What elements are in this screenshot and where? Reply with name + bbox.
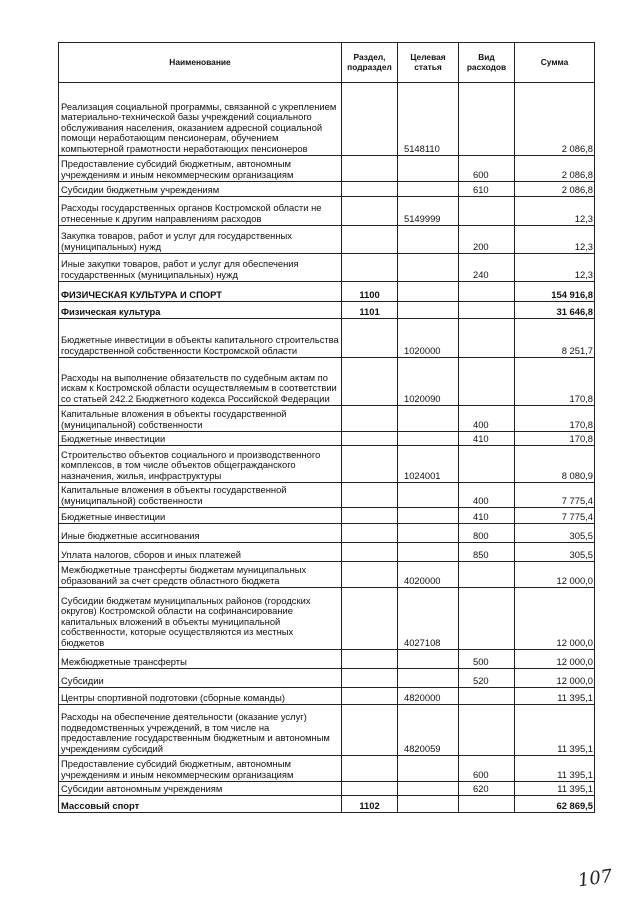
table-row <box>59 182 595 197</box>
header-target: Целевая статья <box>398 43 459 83</box>
row-section <box>342 254 398 282</box>
table-row-subsection <box>59 302 595 319</box>
row-sum: 12 000,0 <box>515 650 595 669</box>
row-sum: 12,3 <box>515 197 595 226</box>
row-target: 4027108 <box>398 588 459 650</box>
header-row <box>59 43 595 83</box>
row-type: 600 <box>459 756 515 782</box>
row-sum: 7 775,4 <box>515 483 595 508</box>
row-type: 620 <box>459 782 515 796</box>
row-name: Капитальные вложения в объекты государственной (муниципальной) собственности <box>59 483 342 508</box>
table-row <box>59 782 595 796</box>
row-target <box>398 543 459 562</box>
row-name: Предоставление субсидий бюджетным, автономным учреждениям и иным некоммерческим организациям <box>59 156 342 182</box>
row-section <box>342 226 398 254</box>
row-sum: 170,8 <box>515 432 595 446</box>
row-name: Центры спортивной подготовки (сборные команды) <box>59 688 342 705</box>
row-type: 610 <box>459 182 515 197</box>
row-target <box>398 796 459 813</box>
row-sum: 12 000,0 <box>515 588 595 650</box>
row-type: 200 <box>459 226 515 254</box>
table-row <box>59 83 595 156</box>
table-row <box>59 756 595 782</box>
row-section <box>342 156 398 182</box>
table-row-subsection <box>59 796 595 813</box>
row-section <box>342 562 398 588</box>
row-type <box>459 197 515 226</box>
table-row <box>59 524 595 543</box>
table-row <box>59 197 595 226</box>
row-target <box>398 483 459 508</box>
row-sum: 170,8 <box>515 358 595 406</box>
table-row <box>59 543 595 562</box>
row-sum: 12 000,0 <box>515 669 595 688</box>
row-name: Закупка товаров, работ и услуг для государственных (муниципальных) нужд <box>59 226 342 254</box>
table-row <box>59 705 595 756</box>
row-sum: 12,3 <box>515 254 595 282</box>
table-row <box>59 562 595 588</box>
row-name: Иные бюджетные ассигнования <box>59 524 342 543</box>
row-type: 520 <box>459 669 515 688</box>
row-section <box>342 432 398 446</box>
row-sum: 2 086,8 <box>515 182 595 197</box>
row-target <box>398 226 459 254</box>
row-sum: 8 080,9 <box>515 446 595 483</box>
table-row <box>59 358 595 406</box>
row-target: 4020000 <box>398 562 459 588</box>
row-target <box>398 669 459 688</box>
row-type <box>459 282 515 302</box>
row-type: 410 <box>459 508 515 524</box>
header-type: Вид расходов <box>459 43 515 83</box>
row-name: Иные закупки товаров, работ и услуг для обеспечения государственных (муниципальных) нужд <box>59 254 342 282</box>
row-target <box>398 282 459 302</box>
row-type: 240 <box>459 254 515 282</box>
row-sum: 11 395,1 <box>515 705 595 756</box>
row-section: 1101 <box>342 302 398 319</box>
row-target <box>398 156 459 182</box>
row-type <box>459 562 515 588</box>
row-type <box>459 588 515 650</box>
row-name: Предоставление субсидий бюджетным, автономным учреждениям и иным некоммерческим организациям <box>59 756 342 782</box>
row-target: 1020000 <box>398 319 459 358</box>
row-sum: 11 395,1 <box>515 756 595 782</box>
table-row <box>59 483 595 508</box>
row-section <box>342 705 398 756</box>
table-row <box>59 588 595 650</box>
row-sum: 11 395,1 <box>515 782 595 796</box>
row-name: Бюджетные инвестиции в объекты капитального строительства государственной собственности Костромской области <box>59 319 342 358</box>
row-sum: 2 086,8 <box>515 83 595 156</box>
table-row <box>59 406 595 432</box>
row-name: Межбюджетные трансферты бюджетам муниципальных образований за счет средств областного бюджета <box>59 562 342 588</box>
table-row <box>59 446 595 483</box>
row-type: 800 <box>459 524 515 543</box>
row-type <box>459 688 515 705</box>
table-row <box>59 508 595 524</box>
row-type <box>459 358 515 406</box>
row-sum: 2 086,8 <box>515 156 595 182</box>
row-section: 1102 <box>342 796 398 813</box>
row-section <box>342 650 398 669</box>
row-target <box>398 756 459 782</box>
row-target <box>398 254 459 282</box>
row-type: 400 <box>459 483 515 508</box>
row-sum: 7 775,4 <box>515 508 595 524</box>
row-type <box>459 83 515 156</box>
row-name: Строительство объектов социального и производственного комплексов, в том числе объектов общегражданского назначения, жилья, инфраструктуры <box>59 446 342 483</box>
row-type: 600 <box>459 156 515 182</box>
table-row <box>59 432 595 446</box>
row-name: Физическая культура <box>59 302 342 319</box>
header-name: Наименование <box>59 43 342 83</box>
row-name: Массовый спорт <box>59 796 342 813</box>
row-target: 1024001 <box>398 446 459 483</box>
row-section <box>342 83 398 156</box>
row-name: Расходы государственных органов Костромской области не отнесенные к другим направлениям расходов <box>59 197 342 226</box>
row-type <box>459 796 515 813</box>
row-section <box>342 197 398 226</box>
row-name: ФИЗИЧЕСКАЯ КУЛЬТУРА И СПОРТ <box>59 282 342 302</box>
table-row <box>59 669 595 688</box>
row-name: Реализация социальной программы, связанной с укреплением материально-технической базы учреждений социального обслуживания населения, оказанием адресной социальной помощи неработающим пенсионерам, обучением компьютерной грамотности неработающих пенсионеров <box>59 83 342 156</box>
row-section <box>342 524 398 543</box>
row-name: Субсидии <box>59 669 342 688</box>
row-sum: 305,5 <box>515 543 595 562</box>
row-sum: 170,8 <box>515 406 595 432</box>
row-sum: 305,5 <box>515 524 595 543</box>
row-sum: 154 916,8 <box>515 282 595 302</box>
row-sum: 12 000,0 <box>515 562 595 588</box>
row-target <box>398 182 459 197</box>
page-number: 107 <box>576 865 614 892</box>
row-name: Бюджетные инвестиции <box>59 432 342 446</box>
table-row <box>59 319 595 358</box>
row-name: Капитальные вложения в объекты государственной (муниципальной) собственности <box>59 406 342 432</box>
row-section: 1100 <box>342 282 398 302</box>
row-sum: 12,3 <box>515 226 595 254</box>
row-section <box>342 543 398 562</box>
row-target: 5148110 <box>398 83 459 156</box>
table-row <box>59 254 595 282</box>
row-target: 1020090 <box>398 358 459 406</box>
row-type: 410 <box>459 432 515 446</box>
row-name: Субсидии бюджетным учреждениям <box>59 182 342 197</box>
row-section <box>342 406 398 432</box>
budget-table <box>58 42 595 813</box>
row-section <box>342 358 398 406</box>
row-name: Бюджетные инвестиции <box>59 508 342 524</box>
row-name: Уплата налогов, сборов и иных платежей <box>59 543 342 562</box>
row-sum: 11 395,1 <box>515 688 595 705</box>
row-target: 4820000 <box>398 688 459 705</box>
row-target: 4820059 <box>398 705 459 756</box>
row-type <box>459 302 515 319</box>
table-row <box>59 226 595 254</box>
row-sum: 8 251,7 <box>515 319 595 358</box>
row-target <box>398 508 459 524</box>
row-name: Субсидии бюджетам муниципальных районов (городских округов) Костромской области на софинансирование капитальных вложений в объекты муниципальной собственности, которые осуществляются из местных бюджетов <box>59 588 342 650</box>
row-section <box>342 782 398 796</box>
row-section <box>342 319 398 358</box>
row-section <box>342 182 398 197</box>
header-section: Раздел, подраздел <box>342 43 398 83</box>
table-row <box>59 650 595 669</box>
row-name: Субсидии автономным учреждениям <box>59 782 342 796</box>
table-row-section <box>59 282 595 302</box>
row-sum: 62 869,5 <box>515 796 595 813</box>
row-section <box>342 508 398 524</box>
row-type <box>459 319 515 358</box>
table-row <box>59 688 595 705</box>
row-name: Расходы на выполнение обязательств по судебным актам по искам к Костромской области осуществляемым в соответствии со статьей 242.2 Бюджетного кодекса Российской Федерации <box>59 358 342 406</box>
row-type <box>459 705 515 756</box>
row-target <box>398 782 459 796</box>
row-name: Расходы на обеспечение деятельности (оказание услуг) подведомственных учреждений, в том числе на предоставление государственным бюджетным и автономным учреждениям субсидий <box>59 705 342 756</box>
row-section <box>342 446 398 483</box>
row-section <box>342 588 398 650</box>
row-section <box>342 756 398 782</box>
row-target: 5149999 <box>398 197 459 226</box>
row-type <box>459 446 515 483</box>
row-section <box>342 688 398 705</box>
row-section <box>342 483 398 508</box>
row-type: 400 <box>459 406 515 432</box>
row-target <box>398 302 459 319</box>
row-target <box>398 650 459 669</box>
row-section <box>342 669 398 688</box>
row-target <box>398 432 459 446</box>
row-sum: 31 646,8 <box>515 302 595 319</box>
row-type: 850 <box>459 543 515 562</box>
table-row <box>59 156 595 182</box>
row-type: 500 <box>459 650 515 669</box>
row-target <box>398 406 459 432</box>
row-target <box>398 524 459 543</box>
row-name: Межбюджетные трансферты <box>59 650 342 669</box>
header-sum: Сумма <box>515 43 595 83</box>
